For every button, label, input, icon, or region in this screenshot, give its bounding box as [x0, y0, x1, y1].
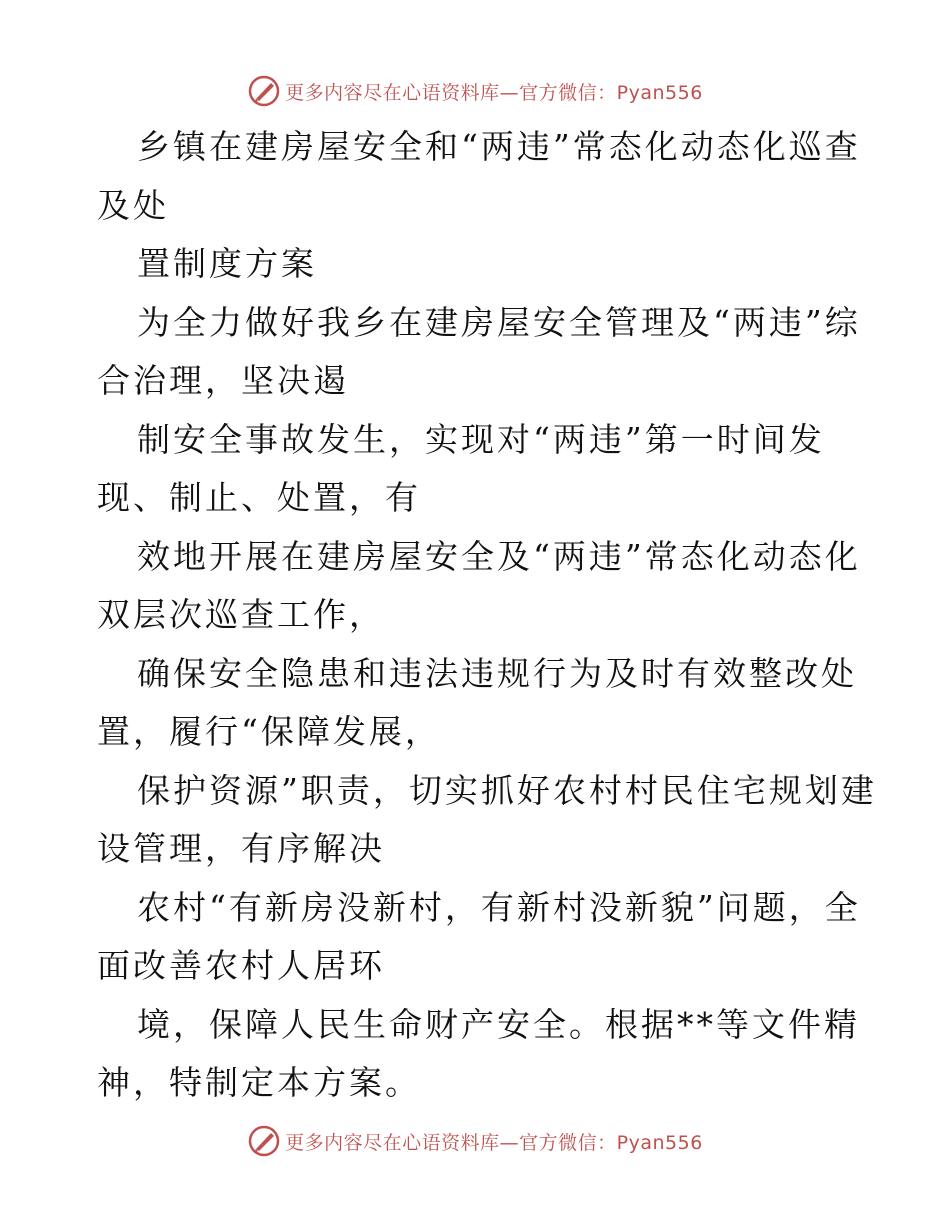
footer-banner: [0, 1121, 950, 1161]
text-line: 设管理，有序解决: [97, 829, 385, 868]
text-line: 为全力做好我乡在建房屋安全管理及“两违”综: [137, 302, 861, 342]
text-line: 置制度方案: [137, 244, 317, 283]
text-line: 及处: [97, 185, 169, 225]
text-line: 境，保障人民生命财产安全。根据**等文件精: [137, 1004, 860, 1044]
footer-banner-text: 更多内容尽在心语资料库—官方微信：Pyan556: [285, 1131, 703, 1154]
text-line: 制安全事故发生，实现对“两违”第一时间发: [137, 419, 825, 459]
quill-pen-logo-icon: [247, 1124, 281, 1158]
text-line: 确保安全隐患和违法违规行为及时有效整改处: [137, 653, 857, 693]
text-line: 农村“有新房没新村，有新村没新貌”问题，全: [137, 887, 861, 927]
text-line: 保护资源”职责，切实抓好农村村民住宅规划建: [137, 770, 877, 810]
header-banner-text: 更多内容尽在心语资料库—官方微信：Pyan556: [285, 81, 703, 104]
text-line: 双层次巡查工作，: [97, 595, 385, 634]
text-line: 合治理，坚决遏: [97, 361, 349, 400]
text-line: 乡镇在建房屋安全和“两违”常态化动态化巡查: [137, 127, 861, 166]
document-body: [97, 118, 877, 1113]
text-line: 现、制止、处置，有: [97, 478, 421, 517]
quill-pen-logo-icon: [247, 74, 281, 108]
text-line: 效地开展在建房屋安全及“两违”常态化动态化: [137, 536, 861, 576]
header-banner: [0, 71, 950, 111]
text-line: 置，履行“保障发展，: [97, 712, 441, 751]
text-line: 神，特制定本方案。: [97, 1063, 421, 1102]
text-line: 面改善农村人居环: [97, 946, 385, 985]
